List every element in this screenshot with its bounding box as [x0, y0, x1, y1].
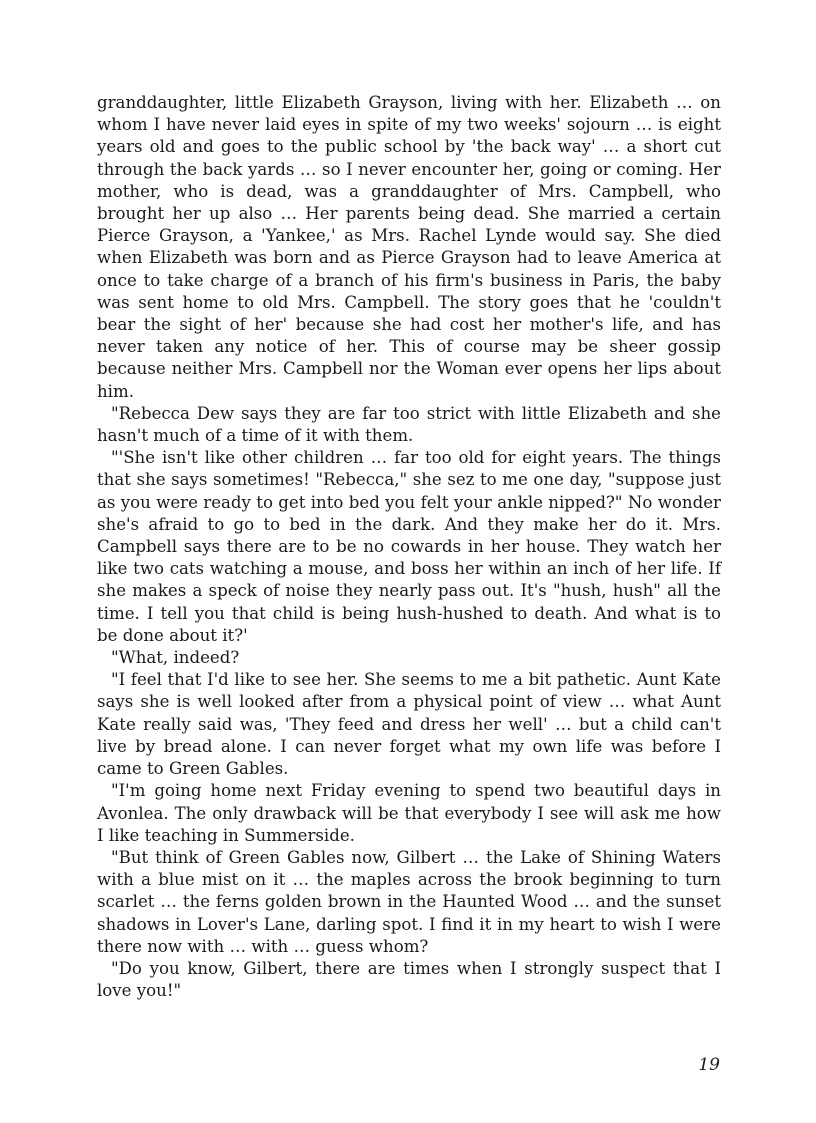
paragraph-6: "I'm going home next Friday evening to spend two beautiful days in Avonlea. The only drawback will be that everybody I see will ask me how I like teaching in Summerside. — [97, 781, 721, 845]
paragraph-3: "'She isn't like other children … far too old for eight years. The things that she says sometimes! "Rebecca," she sez to me one day, "suppose just as you were ready to get into bed you felt your ankle nipped?" No wonder she's afraid to go to bed in the dark. And they make her do it. Mrs. Campbell says there are to be no cowards in her house. They watch her like two cats watching a mouse, and boss her within an inch of her life. If she makes a speck of noise they nearly pass out. It's "hush, hush" all the time. I tell you that child is being hush-hushed to death. And what is to be done about it?' — [97, 448, 721, 645]
book-page-text — [97, 92, 721, 1002]
paragraph-7: "But think of Green Gables now, Gilbert … the Lake of Shining Waters with a blue mist on it … the maples across the brook beginning to turn scarlet … the ferns golden brown in the Haunted Wood … and the sunset shadows in Lover's Lane, darling spot. I find it in my heart to wish I were there now with … with … guess whom? — [97, 847, 721, 956]
paragraph-2: "Rebecca Dew says they are far too strict with little Elizabeth and she hasn't much of a time of it with them. — [97, 403, 721, 446]
paragraph-8: "Do you know, Gilbert, there are times when I strongly suspect that I love you!" — [97, 958, 721, 1001]
paragraph-1: granddaughter, little Elizabeth Grayson, living with her. Elizabeth … on whom I have never laid eyes in spite of my two weeks' sojourn … is eight years old and goes to the public school by 'the back way' … a short cut through the back yards … so I never encounter her, going or coming. Her mother, who is dead, was a granddaughter of Mrs. Campbell, who brought her up also … Her parents being dead. She married a certain Pierce Grayson, a 'Yankee,' as Mrs. Rachel Lynde would say. She died when Elizabeth was born and as Pierce Grayson had to leave America at once to take charge of a branch of his firm's business in Paris, the baby was sent home to old Mrs. Campbell. The story goes that he 'couldn't bear the sight of her' because she had cost her mother's life, and has never taken any notice of her. This of course may be sheer gossip because neither Mrs. Campbell nor the Woman ever opens her lips about him. — [97, 93, 721, 401]
page-number: 19 — [698, 1055, 720, 1075]
paragraph-5: "I feel that I'd like to see her. She seems to me a bit pathetic. Aunt Kate says she is well looked after from a physical point of view … what Aunt Kate really said was, 'They feed and dress her well' … but a child can't live by bread alone. I can never forget what my own life was before I came to Green Gables. — [97, 670, 721, 779]
paragraph-4: "What, indeed? — [111, 648, 240, 668]
